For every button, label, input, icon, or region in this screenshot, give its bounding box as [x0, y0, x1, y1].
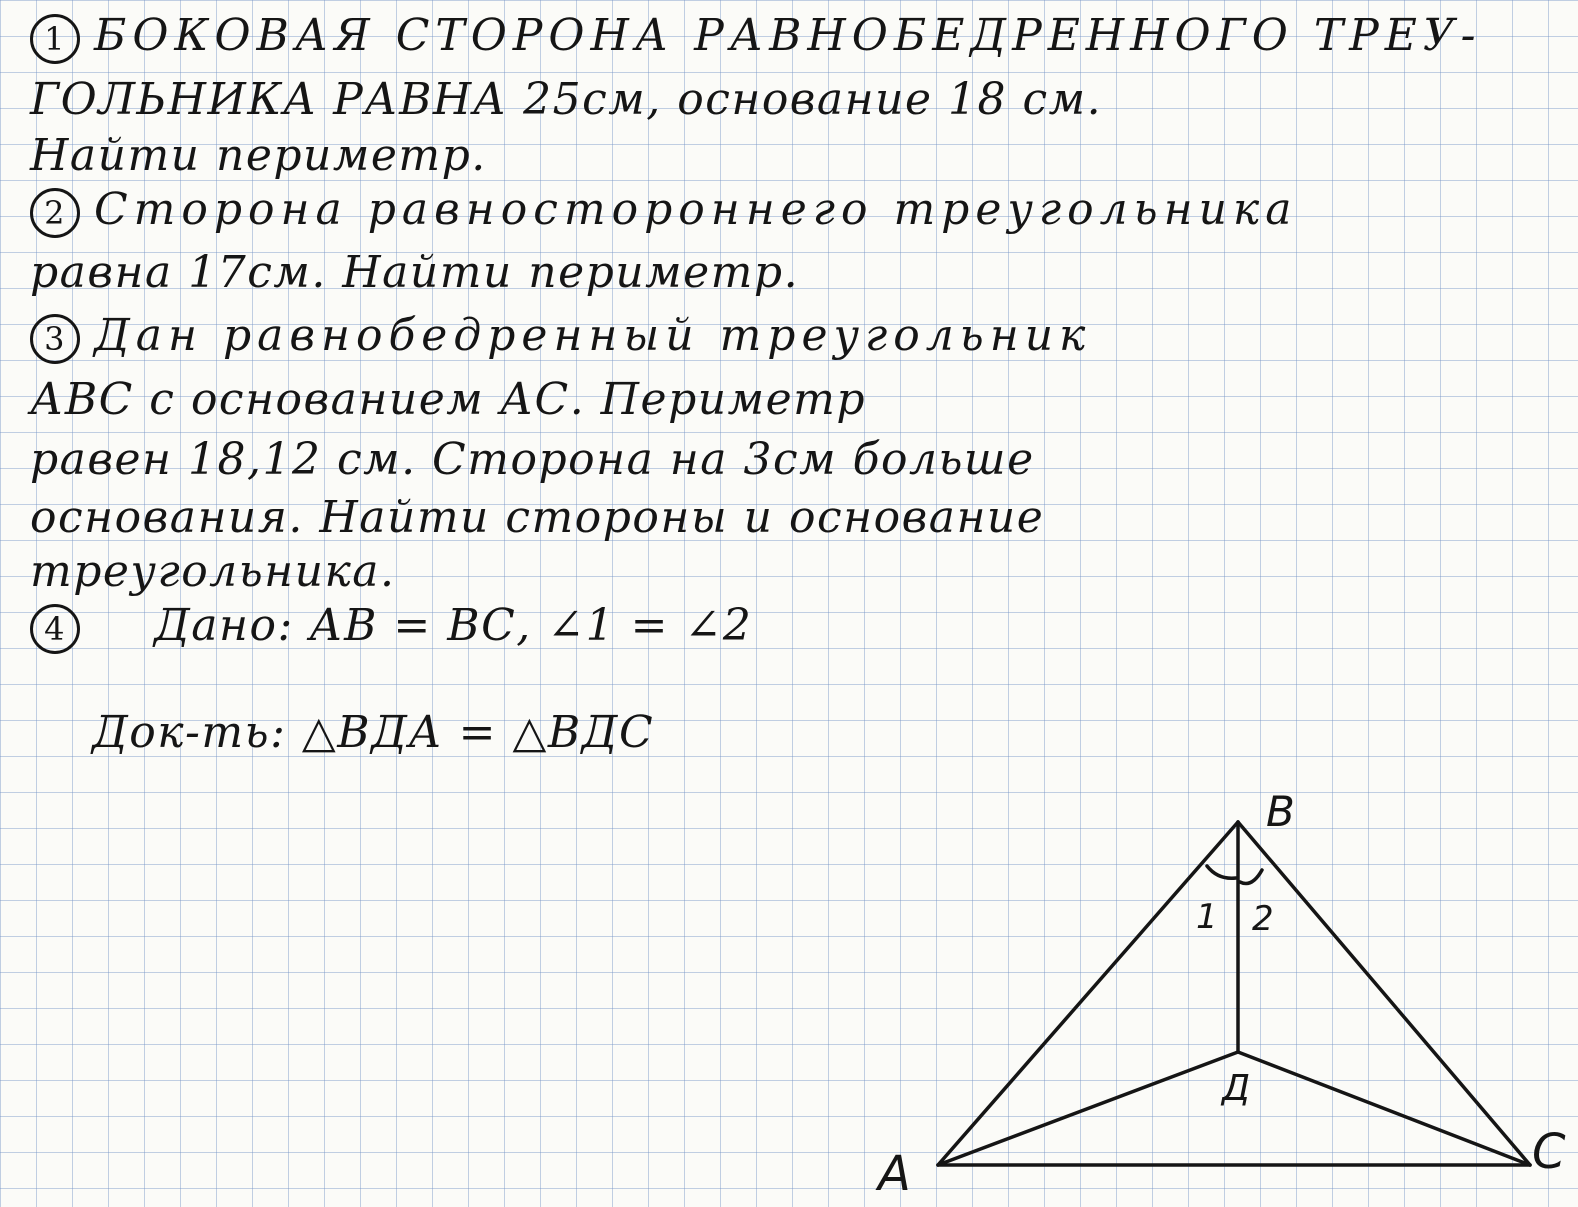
- problem-1-line-1: 1 БОКОВАЯ СТОРОНА РАВНОБЕДРЕННОГО ТРЕУ-: [30, 8, 1482, 64]
- problem-4-given: 4 Дано: АВ = ВС, ∠1 = ∠2: [30, 598, 752, 654]
- angle-2-arc: [1240, 870, 1262, 884]
- segment-cd: [1238, 1052, 1530, 1165]
- point-d-label: Д: [1222, 1068, 1251, 1109]
- segment-bc: [1238, 822, 1530, 1165]
- problem-1-line-3: Найти периметр.: [30, 130, 487, 181]
- problem-3-number: 3: [30, 314, 80, 364]
- segment-ab: [938, 822, 1238, 1165]
- point-c-label: С: [1532, 1124, 1566, 1180]
- angle-1-arc: [1207, 866, 1236, 878]
- problem-4-number: 4: [30, 604, 80, 654]
- problem-3-line-2: АВС с основанием АС. Периметр: [30, 374, 866, 425]
- problem-2-line-2: равна 17см. Найти периметр.: [30, 247, 800, 298]
- segment-ad: [938, 1052, 1238, 1165]
- problem-3-line-4: основания. Найти стороны и основание: [30, 492, 1045, 543]
- problem-2-number: 2: [30, 188, 80, 238]
- problem-2-line-1: 2 Сторона равностороннего треугольника: [30, 182, 1297, 238]
- problem-3-line-3: равен 18,12 см. Сторона на 3см больше: [30, 434, 1035, 485]
- problem-1-line-2: ГОЛЬНИКА РАВНА 25см, основание 18 см.: [30, 74, 1103, 125]
- problem-4-prove: Док-ть: △ВДА = △ВДС: [92, 707, 655, 758]
- angle-1-label: 1: [1196, 897, 1218, 937]
- point-a-label: А: [878, 1146, 911, 1202]
- point-b-label: В: [1266, 787, 1295, 836]
- problem-3-line-5: треугольника.: [30, 546, 396, 597]
- problem-3-line-1: 3 Дан равнобедренный треугольник: [30, 308, 1091, 364]
- problem-1-number: 1: [30, 14, 80, 64]
- angle-2-label: 2: [1252, 899, 1274, 939]
